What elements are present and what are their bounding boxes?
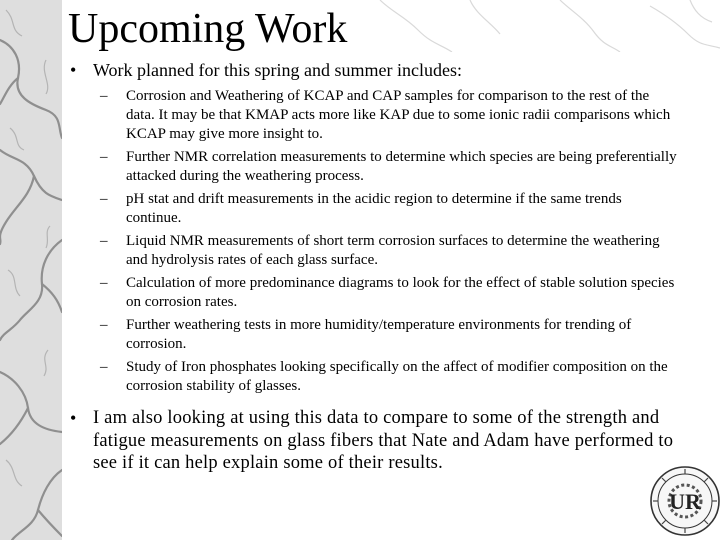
sub-bullet-list: [100, 87, 680, 400]
sub-bullet-item: [100, 232, 680, 270]
sub-bullet-item: [100, 316, 680, 354]
dash-glyph: –: [100, 233, 108, 249]
sub-bullet-item: [100, 87, 680, 144]
sub-bullet-text: Corrosion and Weathering of KCAP and CAP samples for comparison to the rest of the data. It may be that KMAP acts more like KAP due to some ionic radii comparisons which KCAP may give more insight to.: [126, 88, 671, 142]
sub-bullet-item: [100, 190, 680, 228]
bullet-text: I am also looking at using this data to compare to some of the strength and fatigue measurements on glass fibers that Nate and Adam have performed to see if it can help explain some of their results.: [93, 408, 674, 473]
sub-bullet-text: Further weathering tests in more humidity/temperature environments for trending of corrosion.: [126, 317, 632, 352]
university-seal-logo: [648, 464, 720, 538]
bullet-text: Work planned for this spring and summer includes:: [93, 60, 462, 80]
sub-bullet-item: [100, 274, 680, 312]
slide-title: Upcoming Work: [68, 6, 348, 52]
bullet-glyph: •: [70, 408, 77, 428]
sub-bullet-text: Further NMR correlation measurements to determine which species are being preferentially attacked during the weathering process.: [126, 149, 677, 184]
sub-bullet-text: Liquid NMR measurements of short term corrosion surfaces to determine the weathering and hydrolysis rates of each glass surface.: [126, 233, 660, 268]
seal-initials: UR: [669, 489, 701, 514]
crackle-background-left: [0, 0, 62, 540]
dash-glyph: –: [100, 191, 108, 207]
bullet-glyph: •: [70, 60, 77, 80]
sub-bullet-text: pH stat and drift measurements in the acidic region to determine if the same trends continue.: [126, 191, 622, 226]
dash-glyph: –: [100, 88, 108, 104]
dash-glyph: –: [100, 317, 108, 333]
sub-bullet-item: [100, 358, 680, 396]
dash-glyph: –: [100, 359, 108, 375]
dash-glyph: –: [100, 275, 108, 291]
sub-bullet-text: Study of Iron phosphates looking specifically on the affect of modifier composition on the corrosion stability of glasses.: [126, 359, 668, 394]
sub-bullet-item: [100, 148, 680, 186]
sub-bullet-text: Calculation of more predominance diagrams to look for the effect of stable solution species on corrosion rates.: [126, 275, 675, 310]
dash-glyph: –: [100, 149, 108, 165]
